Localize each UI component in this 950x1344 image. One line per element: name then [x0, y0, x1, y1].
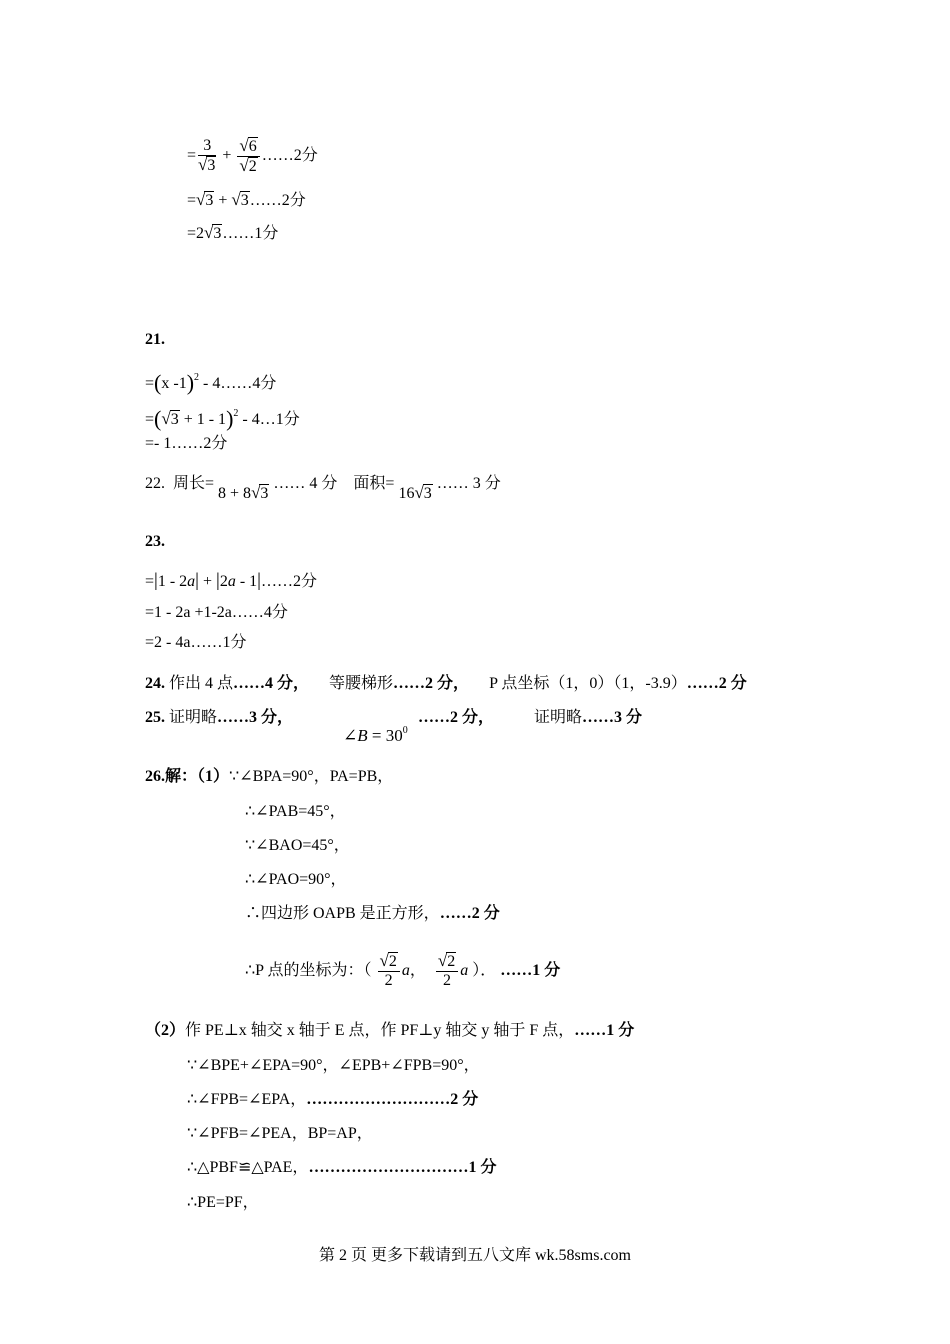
q26-step: ∵∠PFB=∠PEA，BP=AP， [187, 1125, 373, 1142]
q25-angle: ∠B = $30^0$ [343, 725, 408, 745]
q23-label: 23. [145, 533, 165, 550]
q23-line2: =1 - 2a +1-2a……4分 [145, 604, 288, 621]
q26-step: ∴PE=PF， [187, 1194, 259, 1211]
q26-step: ∴△PBF≌△PAE，…………………………1 分 [187, 1159, 497, 1176]
q26-step: ∴∠PAB=45°， [245, 803, 346, 820]
q23-line1: =|1 - 2a| + |2a - 1|……2分 [145, 570, 317, 591]
q26-step: ∵∠BAO=45°， [245, 837, 350, 854]
q22-line: 22. 周长= 8 + 8√3 …… 4 分 面积= 16√3 …… 3 分 [145, 475, 501, 502]
fraction: $\frac{3}{√3}$ [198, 137, 216, 175]
q21-line2: $=(√3 + 1 - 1)^2$ - 4…1分 [145, 406, 300, 431]
q20-line3: =2√3……1分 [187, 223, 279, 242]
sqrt-symbol: √ [198, 155, 208, 175]
fraction: $\frac{√2}{2}$ [436, 952, 458, 990]
q26-step: ∴四边形 OAPB 是正方形，……2 分 [245, 905, 500, 922]
q25-line: 25. 证明略……3 分， [145, 709, 294, 726]
q26-coordinate: ∴P 点的坐标为：（ $\frac{√2}{2}$ a， $\frac{√2}{2}$ a ）． ……1 分 [245, 951, 561, 990]
fraction: $\frac{√2}{2}$ [378, 952, 400, 990]
sqrt-symbol: √ [239, 135, 249, 155]
q26-step: ∵∠BPE+∠EPA=90°，∠EPB+∠FPB=90°， [187, 1057, 480, 1074]
q24-line: 24. 作出 4 点……4 分， 等腰梯形……2 分， P 点坐标（1，0）（1，-3.9）……2 分 [145, 675, 747, 692]
q26-step: ∴∠FPB=∠EPA，………………………2 分 [187, 1091, 479, 1108]
q26-part2: （2）作 PE⊥x 轴交 x 轴于 E 点，作 PF⊥y 轴交 y 轴于 F 点，……1 分 [145, 1022, 635, 1039]
q21-label: 21. [145, 331, 165, 348]
q21-line1: =(x -1)$^2$ - 4……4分 [145, 370, 277, 395]
q26-header: 26.解：（1）∵∠BPA=90°，PA=PB， [145, 768, 394, 785]
q25-rest: ……2 分， 证明略……3 分 [418, 709, 643, 726]
sqrt-symbol: √ [239, 155, 249, 175]
q21-line3: =- 1……2分 [145, 435, 228, 452]
fraction: $\frac{√6}{√2}$ [237, 137, 259, 176]
page-footer: 第 2 页 更多下载请到五八文库 wk.58sms.com [318, 1247, 631, 1264]
q23-line3: =2 - 4a……1分 [145, 634, 247, 651]
q20-line2: =√3 + √3……2分 [187, 190, 306, 209]
q20-line1: = $\frac{3}{√3}$ + $\frac{√6}{√2}$ ……2分 [187, 135, 318, 175]
q26-step: ∴∠PAO=90°， [245, 871, 347, 888]
